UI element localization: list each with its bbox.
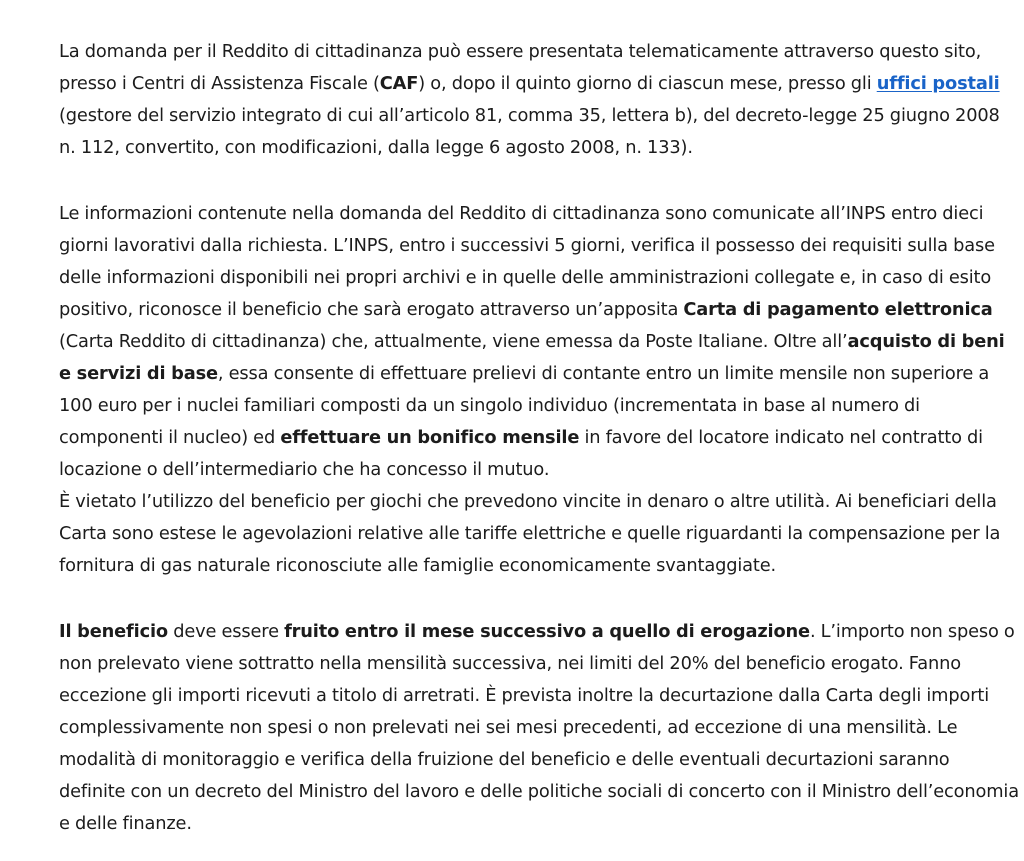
paragraph-restrictions [59, 486, 1021, 582]
paragraph-information [59, 198, 1021, 486]
acquisto-beni-term: acquisto di beni e servizi di base [59, 331, 1005, 384]
fruito-term: fruito entro il mese successivo a quello di erogazione [284, 621, 810, 642]
carta-pagamento-term: Carta di pagamento elettronica [683, 299, 993, 320]
paragraph-text: (Carta Reddito di cittadinanza) che, attualmente, viene emessa da Poste Italiane. Oltre all’ [59, 331, 848, 352]
paragraph-application [59, 36, 1021, 164]
uffici-postali-link[interactable]: uffici postali [876, 73, 1000, 94]
paragraph-text: Le informazioni contenute nella domanda del Reddito di cittadinanza sono comunicate all’INPS entro dieci giorni lavorativi dalla richiesta. L’INPS, entro i successivi 5 giorni, verifica il possesso dei requisiti sulla base delle informazioni disponibili nei propri archivi e in quelle delle amministrazioni collegate e, in caso di esito positivo, riconosce il beneficio che sarà erogato attraverso un’apposita [59, 203, 995, 320]
bonifico-mensile-term: effettuare un bonifico mensile [280, 427, 580, 448]
article-body [59, 36, 1021, 840]
paragraph-text: deve essere [168, 621, 285, 642]
caf-term: CAF [379, 73, 419, 94]
paragraph-text: in favore del locatore indicato nel contratto di locazione o dell’intermediario che ha concesso il mutuo. [59, 427, 983, 480]
paragraph-text: . L’importo non speso o non prelevato viene sottratto nella mensilità successiva, nei limiti del 20% del beneficio erogato. Fanno eccezione gli importi ricevuti a titolo di arretrati. È prevista inoltre la decurtazione dalla Carta degli importi complessivamente non spesi o non prelevati nei sei mesi precedenti, ad eccezione di una mensilità. Le modalità di monitoraggio e verifica della fruizione del beneficio e delle eventuali decurtazioni saranno definite con un decreto del Ministro del lavoro e delle politiche sociali di concerto con il Ministro dell’economia e delle finanze. [59, 621, 1019, 834]
beneficio-term: Il beneficio [59, 621, 168, 642]
paragraph-text: , essa consente di effettuare prelievi di contante entro un limite mensile non superiore a 100 euro per i nuclei familiari composti da un singolo individuo (incrementata in base al numero di componenti il nucleo) ed [59, 363, 990, 448]
paragraph-text: La domanda per il Reddito di cittadinanza può essere presentata telematicamente attraverso questo sito, presso i Centri di Assistenza Fiscale ( [59, 41, 982, 94]
paragraph-text: È vietato l’utilizzo del beneficio per giochi che prevedono vincite in denaro o altre utilità. Ai beneficiari della Carta sono estese le agevolazioni relative alle tariffe elettriche e quelle riguardanti la compensazione per la fornitura di gas naturale riconosciute alle famiglie economicamente svantaggiate. [59, 491, 1001, 576]
paragraph-text: ) o, dopo il quinto giorno di ciascun mese, presso gli [418, 73, 877, 94]
paragraph-benefit [59, 616, 1021, 840]
paragraph-text: (gestore del servizio integrato di cui all’articolo 81, comma 35, lettera b), del decreto-legge 25 giugno 2008 n. 112, convertito, con modificazioni, dalla legge 6 agosto 2008, n. 133). [59, 105, 1000, 158]
